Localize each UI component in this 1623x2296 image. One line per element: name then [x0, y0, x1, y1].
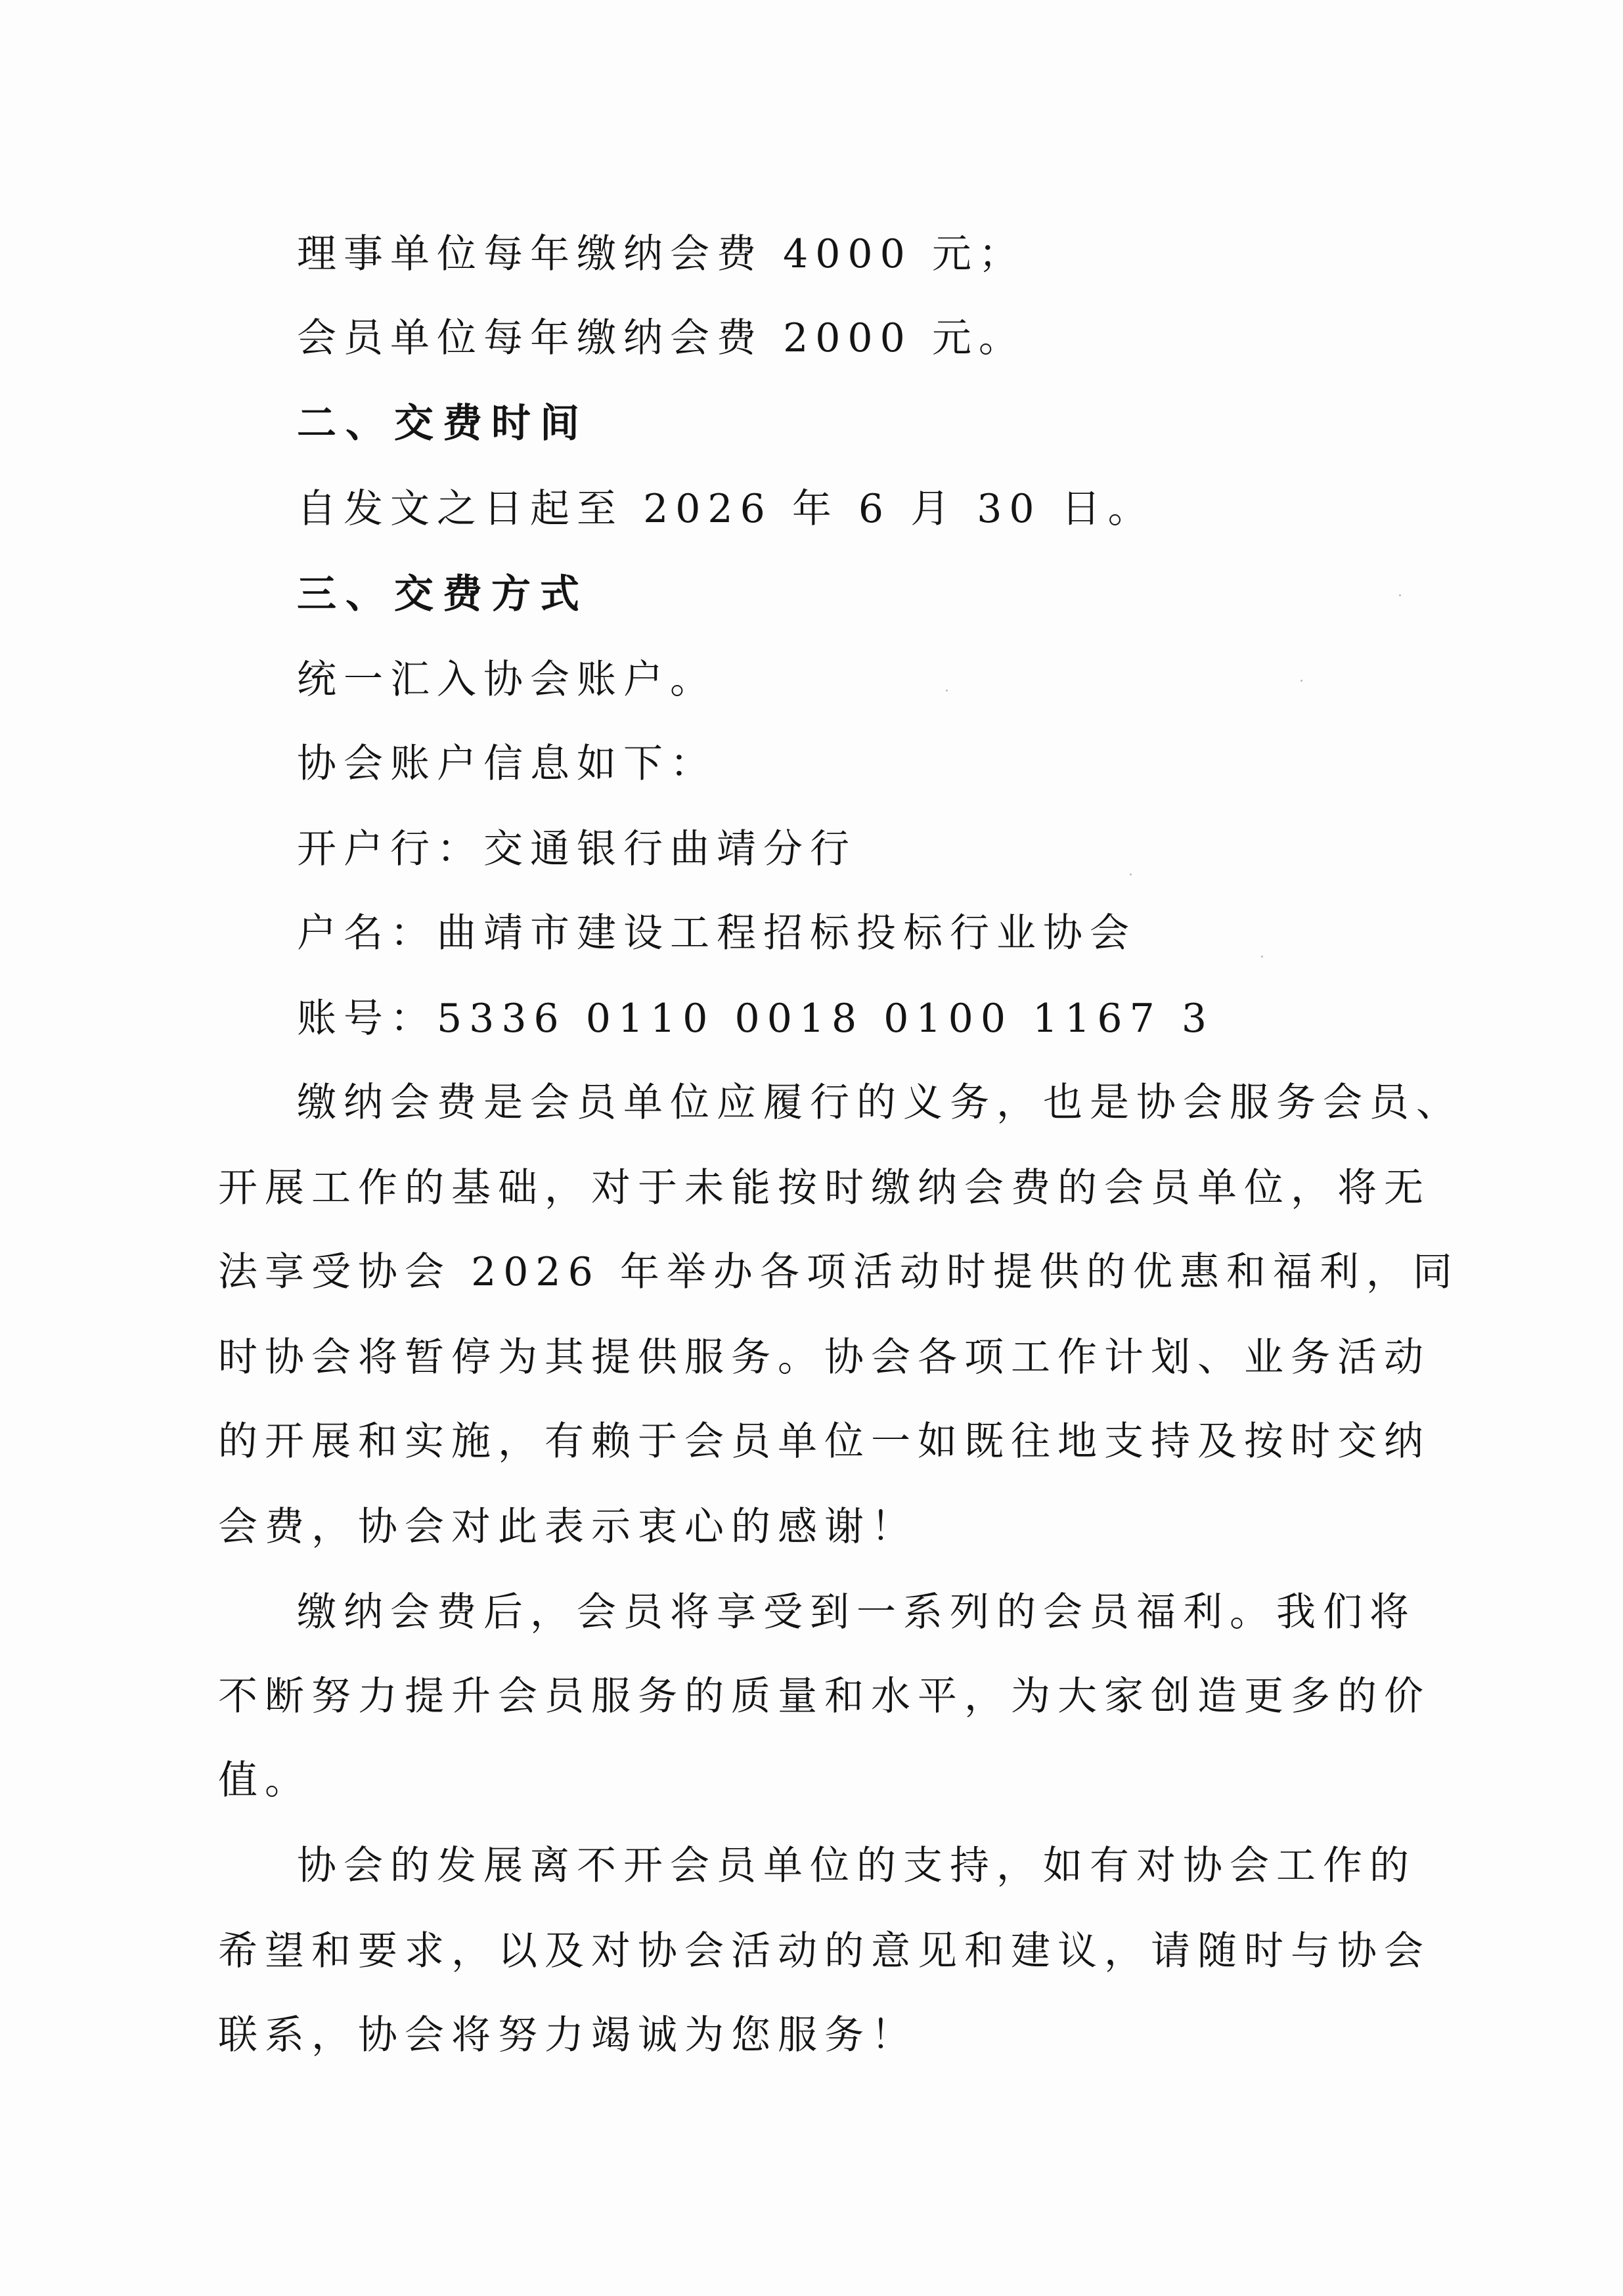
obligation-line-4: 时协会将暂停为其提供服务。协会各项工作计划、业务活动: [218, 1335, 1431, 1380]
obligation-line-3: 法享受协会 2026 年举办各项活动时提供的优惠和福利，同: [218, 1249, 1459, 1295]
section-method-text: 统一汇入协会账户。: [297, 657, 717, 703]
obligation-line-5: 的开展和实施，有赖于会员单位一如既往地支持及按时交纳: [218, 1419, 1431, 1465]
scan-speck: [1399, 594, 1401, 596]
obligation-line-1: 缴纳会费是会员单位应履行的义务，也是协会服务会员、: [297, 1080, 1463, 1126]
section-time-text: 自发文之日起至 2026 年 6 月 30 日。: [297, 486, 1155, 532]
council-fee-line: 理事单位每年缴纳会费 4000 元；: [297, 231, 1025, 277]
contact-line-2: 希望和要求，以及对协会活动的意见和建议，请随时与协会: [218, 1928, 1431, 1974]
obligation-line-6: 会费，协会对此表示衷心的感谢！: [218, 1504, 918, 1550]
obligation-line-2: 开展工作的基础，对于未能按时缴纳会费的会员单位，将无: [218, 1165, 1431, 1211]
benefits-line-3: 值。: [218, 1757, 311, 1803]
scan-speck: [1301, 680, 1302, 682]
benefits-line-2: 不断努力提升会员服务的质量和水平，为大家创造更多的价: [218, 1673, 1431, 1719]
contact-line-3: 联系，协会将努力竭诚为您服务！: [218, 2012, 918, 2058]
scan-speck: [1261, 956, 1263, 958]
member-fee-line: 会员单位每年缴纳会费 2000 元。: [297, 315, 1025, 361]
contact-line-1: 协会的发展离不开会员单位的支持，如有对协会工作的: [297, 1843, 1416, 1889]
benefits-line-1: 缴纳会费后，会员将享受到一系列的会员福利。我们将: [297, 1589, 1416, 1635]
account-name-line: 户名：曲靖市建设工程招标投标行业协会: [297, 910, 1136, 956]
section-method-heading: 三、交费方式: [297, 571, 589, 617]
bank-line: 开户行：交通银行曲靖分行: [297, 826, 856, 872]
section-time-heading: 二、交费时间: [297, 401, 589, 447]
account-number-line: 账号：5336 0110 0018 0100 1167 3: [297, 996, 1214, 1042]
scan-speck: [946, 690, 948, 692]
account-intro-line: 协会账户信息如下：: [297, 741, 717, 787]
scan-speck: [1130, 873, 1132, 875]
